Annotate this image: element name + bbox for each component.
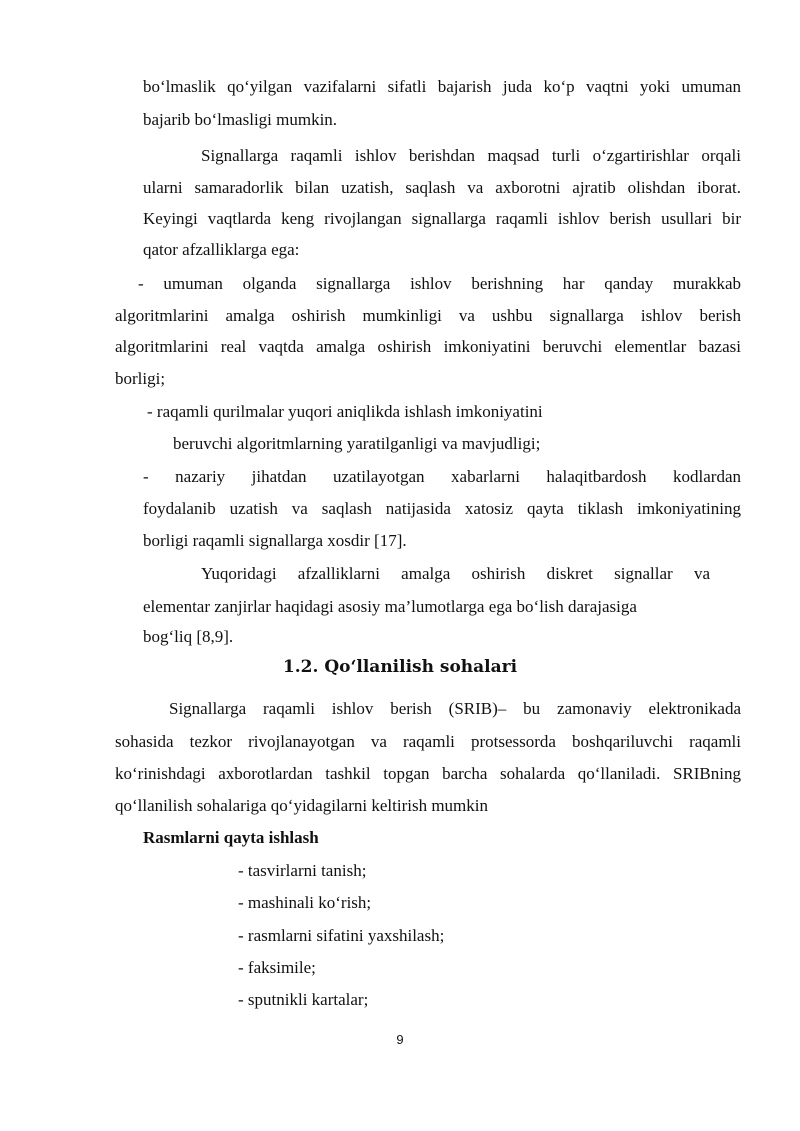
text-line: borligi; (115, 369, 166, 388)
bullet-line: - umuman olganda signallarga ishlov berishning har qanday murakkab (138, 274, 741, 293)
list-item: - sputnikli kartalar; (238, 990, 369, 1009)
text-line: Signallarga raqamli ishlov berishdan maqsad turli o‘zgartirishlar orqali (201, 146, 741, 165)
text-line: bajarib bo‘lmasligi mumkin. (143, 110, 338, 129)
text-line: qator afzalliklarga ega: (143, 240, 300, 259)
text-line: elementar zanjirlar haqidagi asosiy ma’lumotlarga ega bo‘lish darajasiga (143, 597, 637, 616)
page-number: 9 (396, 1032, 404, 1047)
text-line: Yuqoridagi afzalliklarni amalga oshirish diskret signallar va (201, 564, 710, 583)
bullet-line: - raqamli qurilmalar yuqori aniqlikda ishlash imkoniyatini (147, 402, 543, 421)
text-line: Signallarga raqamli ishlov berish (SRIB)– bu zamonaviy elektronikada (169, 699, 741, 718)
text-line: bog‘liq [8,9]. (143, 627, 234, 646)
text-line: Keyingi vaqtlarda keng rivojlangan signallarga raqamli ishlov berish usullari bir (143, 209, 741, 228)
text-line: ko‘rinishdagi axborotlardan tashkil topgan barcha sohalarda qo‘llaniladi. SRIBning (115, 764, 741, 783)
text-line: beruvchi algoritmlarning yaratilganligi va mavjudligi; (173, 434, 541, 453)
text-line: algoritmlarini real vaqtda amalga oshirish imkoniyatini beruvchi elementlar bazasi (115, 337, 741, 356)
list-item: - faksimile; (238, 958, 316, 977)
text-line: borligi raqamli signallarga xosdir [17]. (143, 531, 407, 550)
list-item: - rasmlarni sifatini yaxshilash; (238, 926, 445, 945)
list-item: - tasvirlarni tanish; (238, 861, 367, 880)
text-line: bo‘lmaslik qo‘yilgan vazifalarni sifatli bajarish juda ko‘p vaqtni yoki umuman (143, 77, 741, 96)
text-line: ularni samaradorlik bilan uzatish, saqlash va axborotni ajratib olishdan iborat. (143, 178, 741, 197)
list-item: - mashinali ko‘rish; (238, 893, 372, 912)
text-line: foydalanib uzatish va saqlash natijasida xatosiz qayta tiklash imkoniyatining (143, 499, 741, 518)
section-heading: 1.2. Qo‘llanilish sohalari (282, 657, 518, 677)
bullet-line: - nazariy jihatdan uzatilayotgan xabarlarni halaqitbardosh kodlardan (143, 467, 741, 486)
text-line: sohasida tezkor rivojlanayotgan va raqamli protsessorda boshqariluvchi raqamli (115, 732, 741, 751)
text-line: algoritmlarini amalga oshirish mumkinligi va ushbu signallarga ishlov berish (115, 306, 741, 325)
subheading: Rasmlarni qayta ishlash (143, 828, 319, 847)
text-line: qo‘llanilish sohalariga qo‘yidagilarni keltirish mumkin (115, 796, 488, 815)
